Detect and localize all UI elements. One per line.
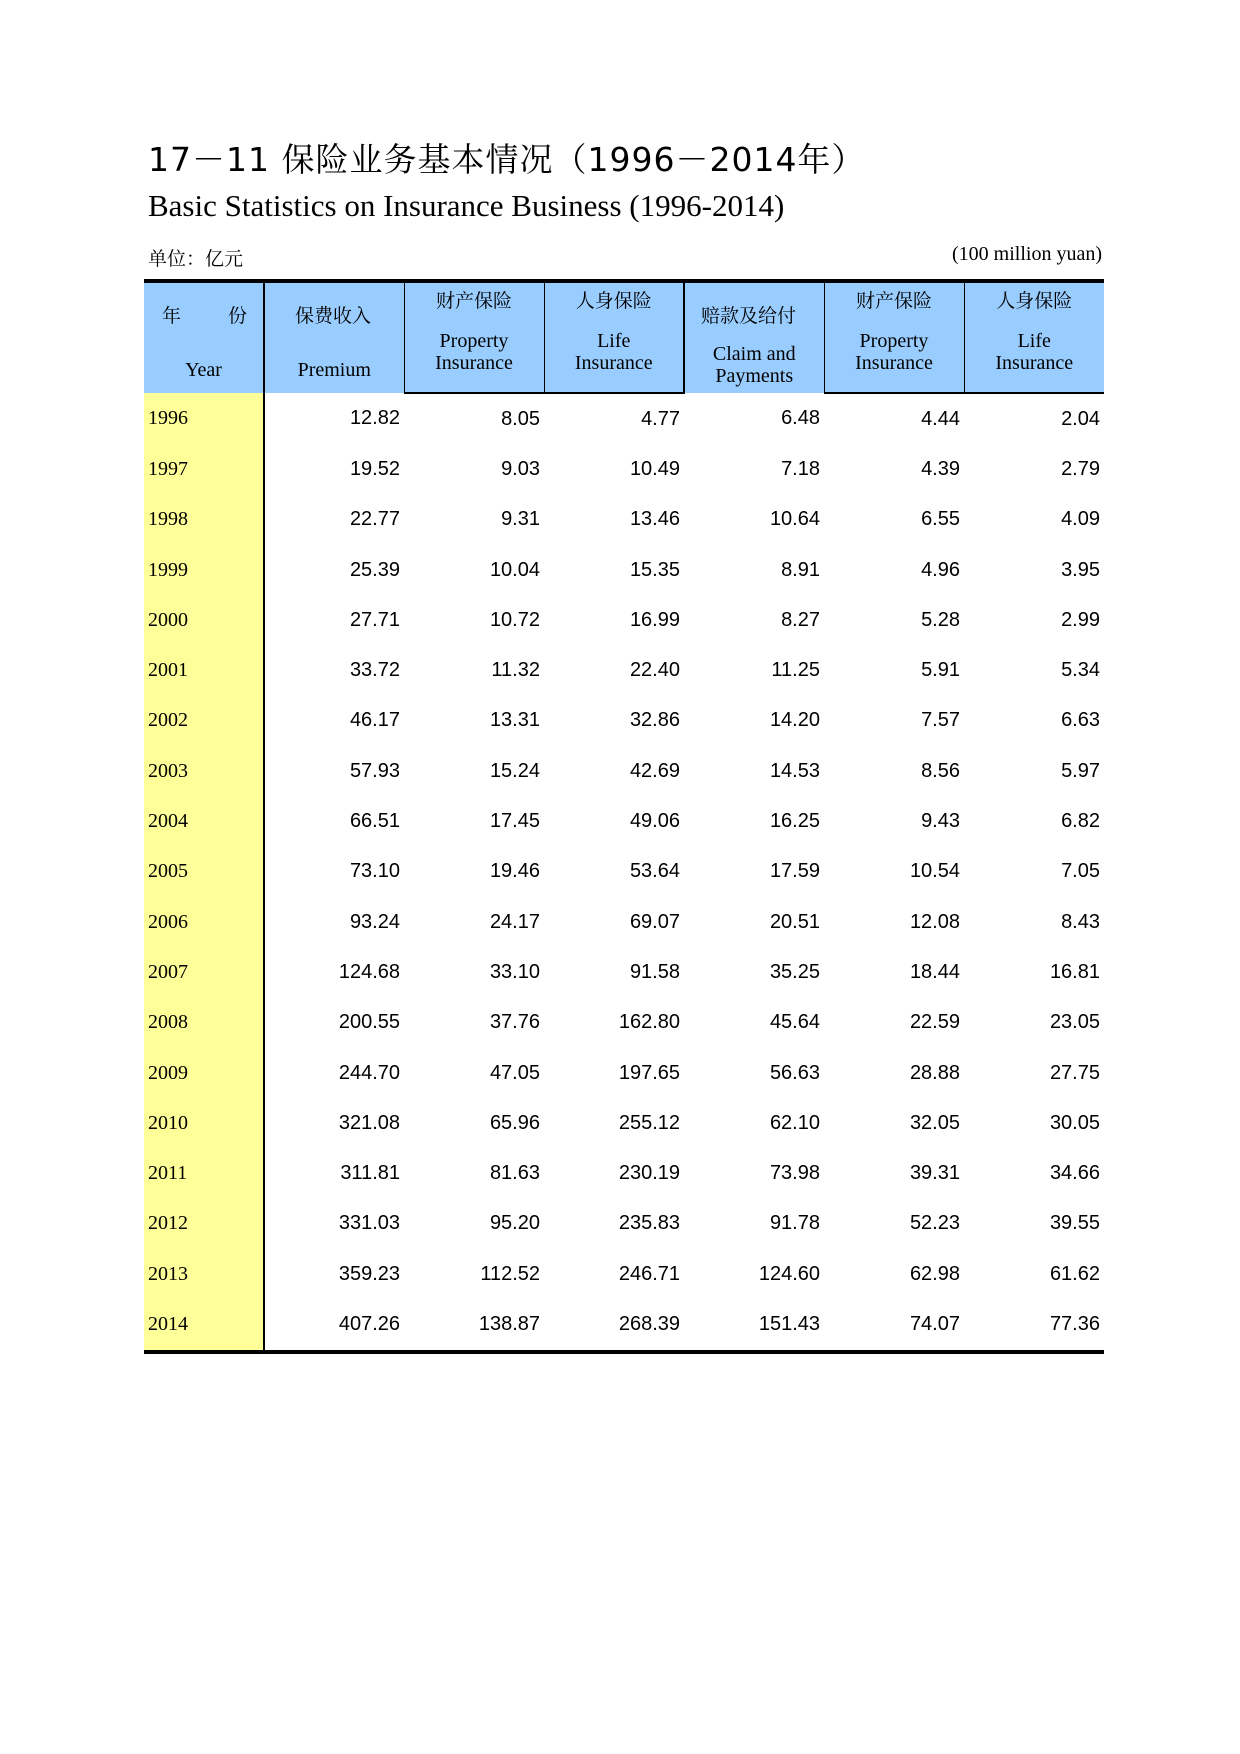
year-cell: 2003 xyxy=(144,746,264,796)
claim-life-cell: 2.79 xyxy=(1061,457,1100,480)
claim-life-cell: 30.05 xyxy=(1049,1111,1100,1134)
claim-cell: 124.60 xyxy=(758,1262,820,1285)
premium-property-cell: 33.10 xyxy=(489,960,540,983)
claim-cell: 14.53 xyxy=(769,759,820,782)
premium-cell: 93.24 xyxy=(349,910,400,933)
claim-life-cell: 3.95 xyxy=(1061,558,1100,581)
claim-property-cell: 7.57 xyxy=(921,709,960,732)
claim-life-cell: 2.99 xyxy=(1061,608,1100,631)
year-cell: 2008 xyxy=(144,998,264,1048)
claim-property-cell: 9.43 xyxy=(921,810,960,833)
premium-cell: 25.39 xyxy=(349,558,400,581)
premium-property-cell: 15.24 xyxy=(489,759,540,782)
claim-life-en-line2: Insurance xyxy=(995,351,1074,374)
claim-cell: 11.25 xyxy=(771,659,820,682)
premium-cell: 46.17 xyxy=(349,709,400,732)
premium-property-cell: 13.31 xyxy=(489,709,540,732)
premium-cell: 27.71 xyxy=(349,608,400,631)
premium-life-cell: 53.64 xyxy=(629,860,680,883)
claim-property-cell: 4.96 xyxy=(921,558,960,581)
claim-property-header-cn: 财产保险 xyxy=(824,281,964,313)
premium-life-cell: 246.71 xyxy=(618,1262,680,1285)
claim-cell: 73.98 xyxy=(769,1162,820,1185)
premium-property-en-line2: Insurance xyxy=(435,351,513,374)
premium-life-cell: 15.35 xyxy=(629,558,680,581)
premium-life-cell: 69.07 xyxy=(629,910,680,933)
claim-property-cell: 52.23 xyxy=(909,1212,960,1235)
insurance-statistics-table xyxy=(144,279,1104,1354)
premium-life-header-en xyxy=(544,313,684,393)
claim-cell: 56.63 xyxy=(769,1061,820,1084)
premium-life-cell: 13.46 xyxy=(629,508,680,531)
year-cell: 2014 xyxy=(144,1299,264,1351)
premium-property-cell: 112.52 xyxy=(480,1262,540,1285)
premium-life-en-line1: Life xyxy=(597,329,631,352)
table-row xyxy=(144,796,1104,846)
premium-cell: 73.10 xyxy=(349,860,400,883)
table-row xyxy=(144,645,1104,695)
claim-cell: 35.25 xyxy=(769,960,820,983)
premium-property-en-line1: Property xyxy=(439,329,509,352)
premium-life-cell: 235.83 xyxy=(618,1212,680,1235)
premium-cell: 200.55 xyxy=(338,1011,400,1034)
premium-life-cell: 10.49 xyxy=(629,457,680,480)
unit-label-en: (100 million yuan) xyxy=(952,243,1102,265)
year-cell: 2005 xyxy=(144,847,264,897)
year-header-en: Year xyxy=(185,359,222,381)
claim-life-cell: 5.97 xyxy=(1061,759,1100,782)
year-header-cn-2: 份 xyxy=(227,305,247,327)
claim-cell: 20.51 xyxy=(769,910,820,933)
claim-cell: 7.18 xyxy=(781,457,820,480)
claim-cell: 6.48 xyxy=(781,407,820,430)
premium-cell: 244.70 xyxy=(338,1061,400,1084)
premium-column-header xyxy=(264,281,404,393)
claim-property-cell: 18.44 xyxy=(909,960,960,983)
claim-life-cell: 6.63 xyxy=(1061,709,1100,732)
claim-cell: 151.43 xyxy=(684,1299,824,1351)
premium-property-cell: 9.03 xyxy=(501,457,540,480)
premium-property-header-cn: 财产保险 xyxy=(404,281,544,313)
premium-life-cell: 16.99 xyxy=(629,608,680,631)
claim-life-cell: 39.55 xyxy=(1049,1212,1100,1235)
premium-cell: 57.93 xyxy=(349,759,400,782)
claim-life-cell: 7.05 xyxy=(1061,860,1100,883)
claim-property-cell: 8.56 xyxy=(921,759,960,782)
premium-life-cell: 197.65 xyxy=(618,1061,680,1084)
table-row xyxy=(144,998,1104,1048)
premium-property-cell: 47.05 xyxy=(489,1061,540,1084)
premium-property-cell: 10.72 xyxy=(489,608,540,631)
claim-life-cell: 23.05 xyxy=(1049,1011,1100,1034)
premium-property-cell: 95.20 xyxy=(489,1212,540,1235)
premium-cell: 22.77 xyxy=(349,508,400,531)
table-row xyxy=(144,847,1104,897)
claim-life-header-cn: 人身保险 xyxy=(964,281,1104,313)
claim-property-en-line1: Property xyxy=(859,329,929,352)
premium-life-cell: 42.69 xyxy=(629,759,680,782)
claim-cell: 91.78 xyxy=(769,1212,820,1235)
year-cell: 2002 xyxy=(144,696,264,746)
premium-property-cell: 65.96 xyxy=(489,1111,540,1134)
claim-cell: 45.64 xyxy=(769,1011,820,1034)
unit-label-cn: 单位：亿元 xyxy=(148,248,244,270)
claim-life-cell: 8.43 xyxy=(1061,910,1100,933)
table-row xyxy=(144,897,1104,947)
premium-property-cell: 11.32 xyxy=(491,659,540,682)
premium-cell: 33.72 xyxy=(349,659,400,682)
premium-cell: 66.51 xyxy=(349,810,400,833)
year-cell: 2011 xyxy=(144,1148,264,1198)
year-cell: 2010 xyxy=(144,1098,264,1148)
claim-property-cell: 28.88 xyxy=(909,1061,960,1084)
claim-property-cell: 22.59 xyxy=(909,1011,960,1034)
claim-cell: 16.25 xyxy=(769,810,820,833)
year-cell: 1997 xyxy=(144,444,264,494)
table-row xyxy=(144,393,1104,444)
claim-cell: 8.91 xyxy=(781,558,820,581)
table-row xyxy=(144,545,1104,595)
year-cell: 2012 xyxy=(144,1199,264,1249)
claim-life-cell: 6.82 xyxy=(1061,810,1100,833)
premium-life-en-line2: Insurance xyxy=(574,351,653,374)
premium-life-cell: 230.19 xyxy=(618,1162,680,1185)
claim-property-cell: 10.54 xyxy=(909,860,960,883)
claim-life-cell: 2.04 xyxy=(1061,407,1100,430)
claim-property-cell: 4.39 xyxy=(921,457,960,480)
table-row xyxy=(144,1249,1104,1299)
premium-life-cell: 255.12 xyxy=(618,1111,680,1134)
premium-property-header-en xyxy=(404,313,544,393)
claim-property-cell: 12.08 xyxy=(909,910,960,933)
claim-property-cell: 4.44 xyxy=(921,407,960,430)
page-title-cn: 17－11 保险业务基本情况（1996－2014年） xyxy=(148,140,866,179)
premium-property-cell: 10.04 xyxy=(489,558,540,581)
claim-life-cell: 34.66 xyxy=(1049,1162,1100,1185)
premium-property-cell: 24.17 xyxy=(489,910,540,933)
premium-cell: 12.82 xyxy=(349,407,400,430)
claim-property-header-en xyxy=(824,313,964,393)
premium-cell: 124.68 xyxy=(338,960,400,983)
year-cell: 1996 xyxy=(144,393,264,444)
claim-property-cell: 74.07 xyxy=(824,1299,964,1351)
claim-life-cell: 4.09 xyxy=(1061,508,1100,531)
claim-life-cell: 77.36 xyxy=(964,1299,1104,1351)
table-body xyxy=(144,393,1104,1352)
table-row xyxy=(144,1299,1104,1351)
claim-life-cell: 61.62 xyxy=(1049,1262,1100,1285)
premium-life-cell: 49.06 xyxy=(629,810,680,833)
year-header-cn-1: 年 xyxy=(162,305,182,327)
claim-property-cell: 62.98 xyxy=(909,1262,960,1285)
year-cell: 2001 xyxy=(144,645,264,695)
premium-cell: 359.23 xyxy=(338,1262,400,1285)
claim-life-en-line1: Life xyxy=(1017,329,1051,352)
claim-cell: 10.64 xyxy=(769,508,820,531)
table-row xyxy=(144,696,1104,746)
claim-cell: 14.20 xyxy=(769,709,820,732)
claim-property-cell: 6.55 xyxy=(921,508,960,531)
year-cell: 2013 xyxy=(144,1249,264,1299)
table-row xyxy=(144,444,1104,494)
table-row xyxy=(144,1048,1104,1098)
premium-header-en: Premium xyxy=(297,359,371,381)
table-row xyxy=(144,746,1104,796)
year-column-header xyxy=(144,281,264,393)
premium-cell: 407.26 xyxy=(264,1299,404,1351)
year-cell: 1998 xyxy=(144,495,264,545)
claim-property-cell: 39.31 xyxy=(909,1162,960,1185)
premium-life-cell: 32.86 xyxy=(629,709,680,732)
year-cell: 2004 xyxy=(144,796,264,846)
claim-life-header-en xyxy=(964,313,1104,393)
premium-property-cell: 8.05 xyxy=(501,407,540,430)
premium-life-cell: 91.58 xyxy=(629,960,680,983)
claim-header-en-1: Claim and xyxy=(712,343,796,365)
claim-life-cell: 16.81 xyxy=(1049,960,1100,983)
premium-property-cell: 81.63 xyxy=(489,1162,540,1185)
premium-cell: 311.81 xyxy=(340,1162,400,1185)
table-row xyxy=(144,1098,1104,1148)
claim-property-en-line2: Insurance xyxy=(855,351,933,374)
premium-cell: 331.03 xyxy=(338,1212,400,1235)
premium-life-cell: 162.80 xyxy=(618,1011,680,1034)
premium-property-cell: 9.31 xyxy=(501,508,540,531)
premium-life-cell: 22.40 xyxy=(629,659,680,682)
premium-life-cell: 4.77 xyxy=(641,407,680,430)
claim-header-en-2: Payments xyxy=(715,365,794,387)
premium-property-cell: 19.46 xyxy=(489,860,540,883)
year-cell: 2006 xyxy=(144,897,264,947)
page-title-en: Basic Statistics on Insurance Business (1996-2014) xyxy=(148,188,785,223)
year-cell: 2000 xyxy=(144,595,264,645)
claim-property-cell: 5.28 xyxy=(921,608,960,631)
claim-header-cn: 赔款及给付 xyxy=(701,305,797,327)
claim-column-header xyxy=(684,281,824,393)
claim-property-cell: 32.05 xyxy=(909,1111,960,1134)
claim-life-cell: 5.34 xyxy=(1061,659,1100,682)
claim-property-cell: 5.91 xyxy=(921,659,960,682)
claim-cell: 62.10 xyxy=(769,1111,820,1134)
table-row xyxy=(144,595,1104,645)
claim-cell: 17.59 xyxy=(769,860,820,883)
premium-property-cell: 138.87 xyxy=(404,1299,544,1351)
premium-life-header-cn: 人身保险 xyxy=(544,281,684,313)
claim-cell: 8.27 xyxy=(781,608,820,631)
premium-cell: 19.52 xyxy=(349,457,400,480)
table-row xyxy=(144,495,1104,545)
year-cell: 1999 xyxy=(144,545,264,595)
table-row xyxy=(144,1199,1104,1249)
table-row xyxy=(144,1148,1104,1198)
premium-property-cell: 37.76 xyxy=(489,1011,540,1034)
premium-life-cell: 268.39 xyxy=(544,1299,684,1351)
premium-header-cn: 保费收入 xyxy=(295,305,372,327)
year-cell: 2009 xyxy=(144,1048,264,1098)
year-cell: 2007 xyxy=(144,947,264,997)
premium-property-cell: 17.45 xyxy=(489,810,540,833)
premium-cell: 321.08 xyxy=(338,1111,400,1134)
claim-life-cell: 27.75 xyxy=(1049,1061,1100,1084)
table-row xyxy=(144,947,1104,997)
